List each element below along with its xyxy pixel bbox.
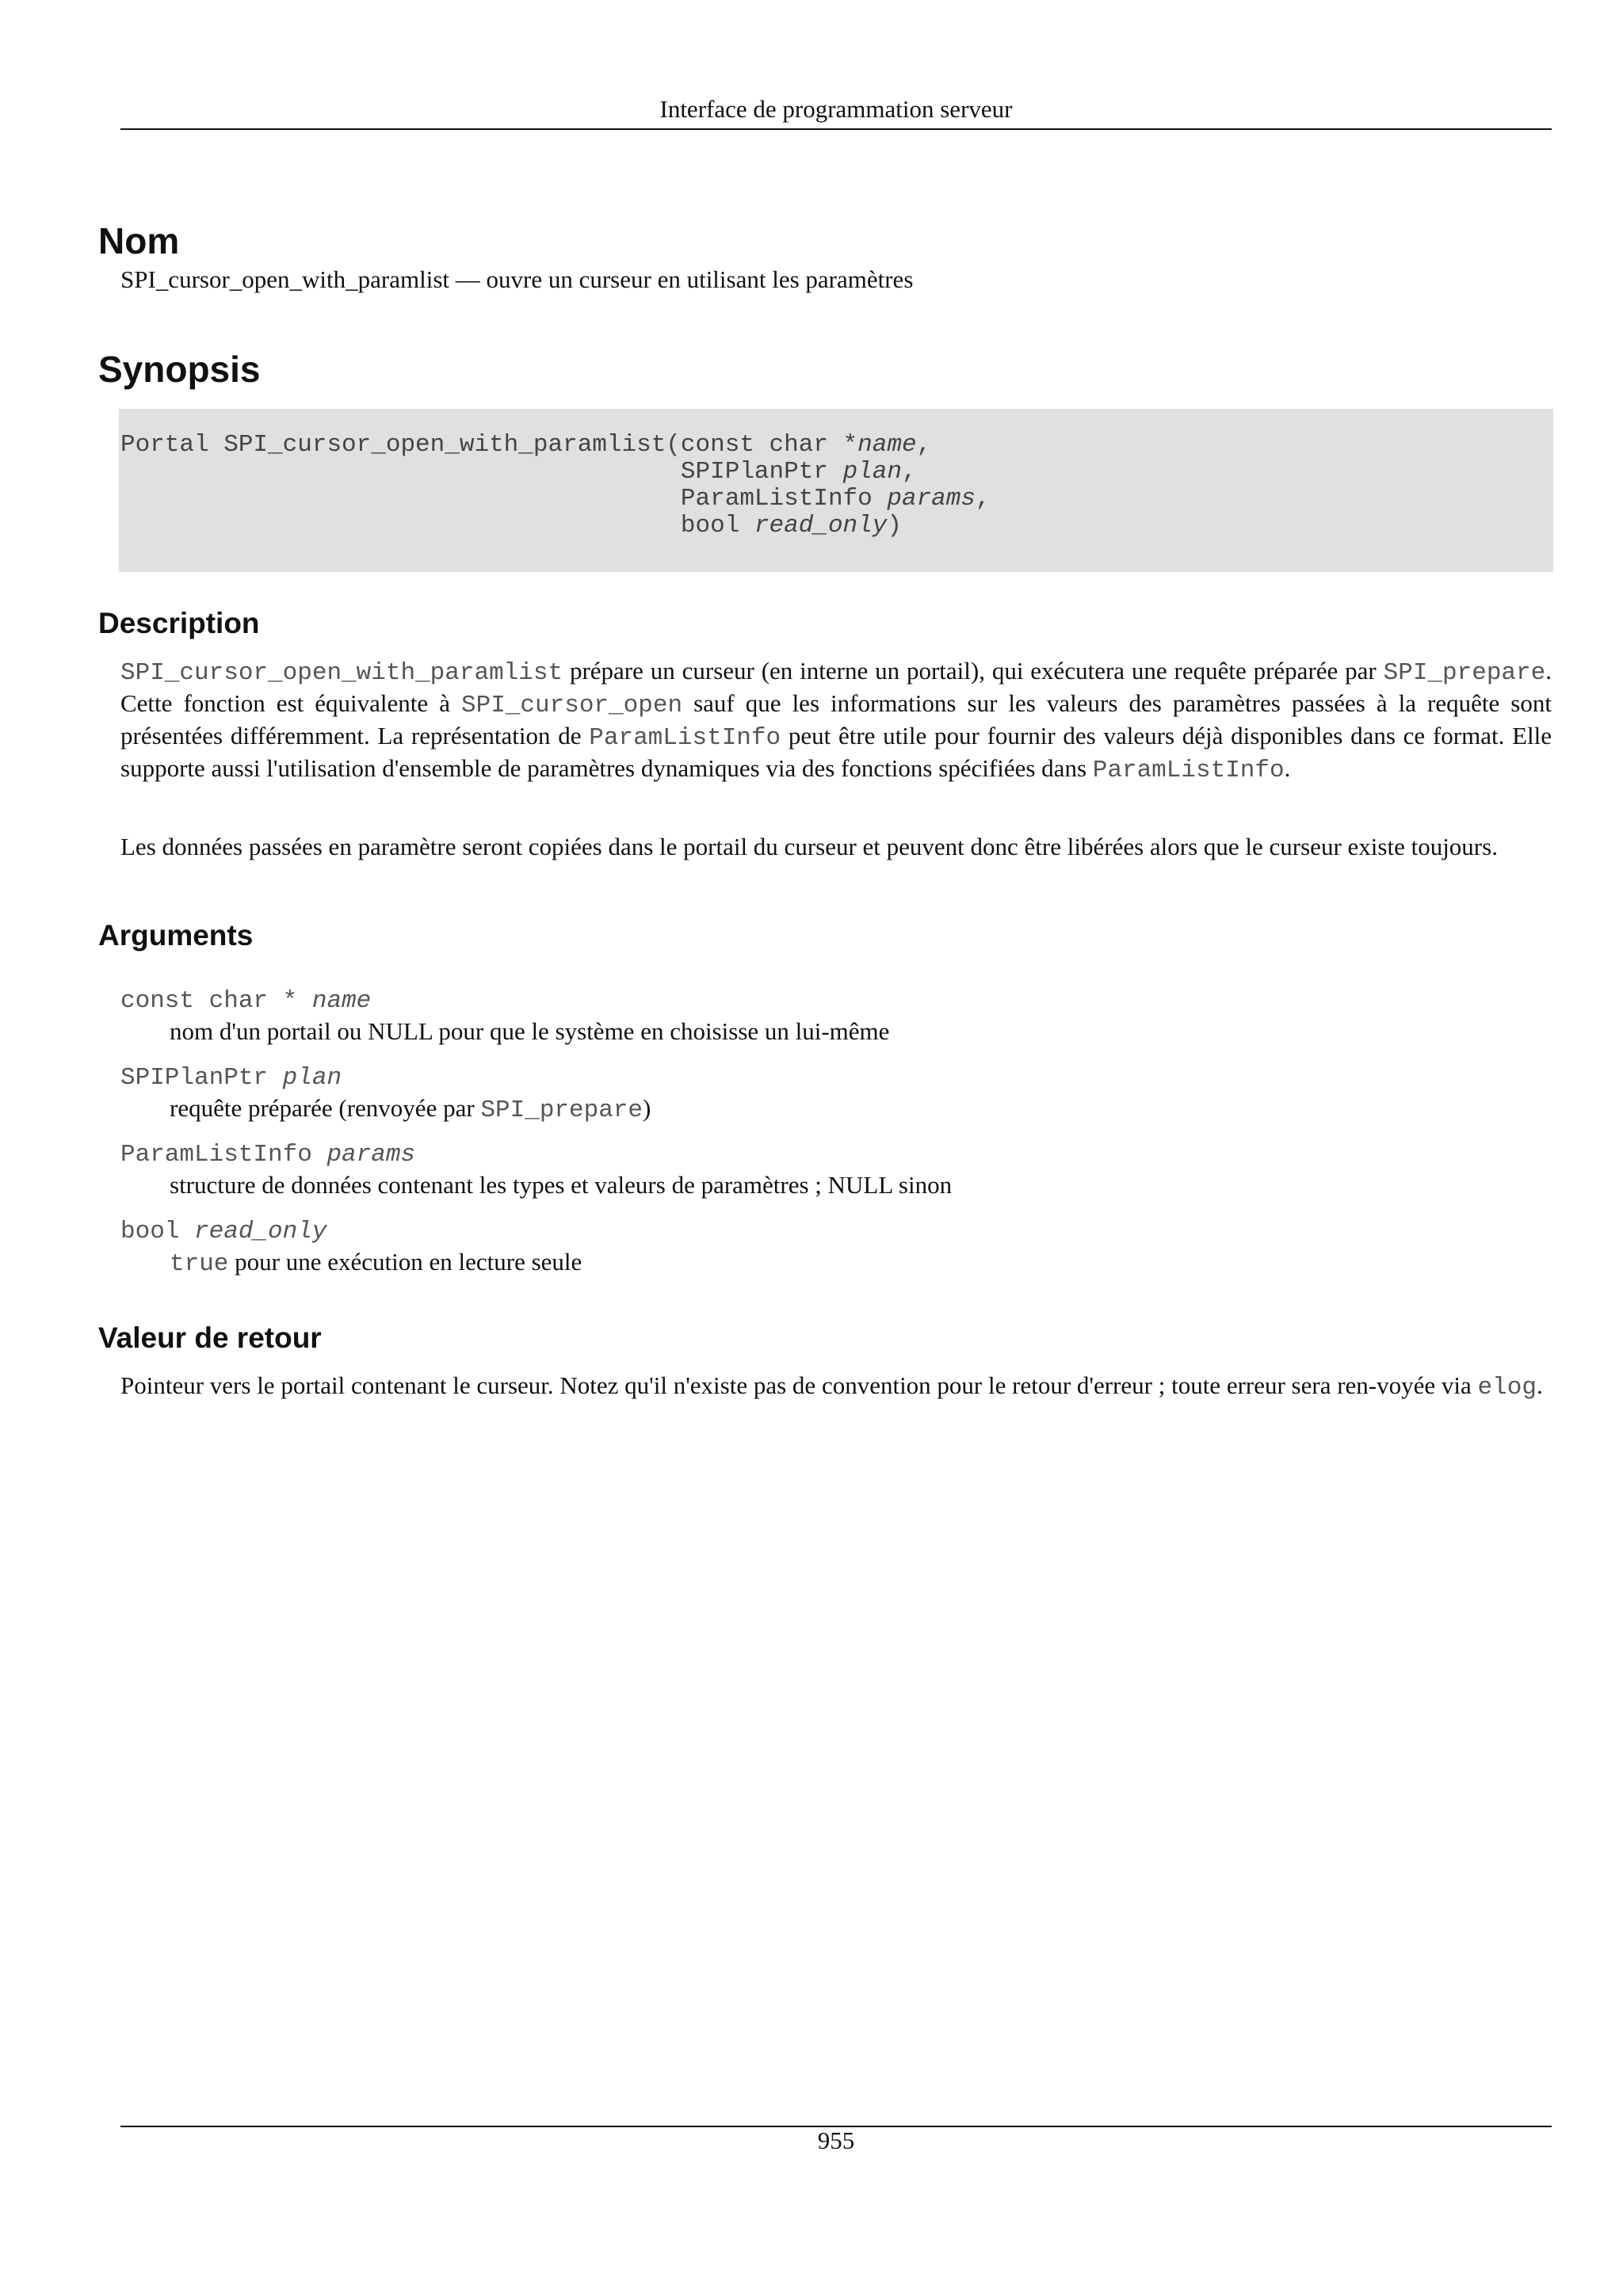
inline-code-true: true (170, 1250, 229, 1278)
argument-type: ParamListInfo (120, 1141, 327, 1169)
refname-line (120, 265, 1552, 295)
argument-type: const char * (120, 987, 312, 1015)
header-rule (120, 128, 1552, 130)
inline-code-spi-prepare: SPI_prepare (480, 1097, 643, 1124)
argument-type: bool (120, 1218, 195, 1245)
synopsis-code (120, 432, 991, 540)
argument-name: name (311, 987, 372, 1015)
synopsis-arg-plan: plan (842, 458, 902, 486)
inline-code-spi-prepare: SPI_prepare (1383, 659, 1546, 687)
synopsis-arg-read-only: read_only (754, 512, 888, 540)
inline-code-spi-cursor-open: SPI_cursor_open (461, 692, 683, 719)
description-text-3: sauf que les informations sur les valeurs des paramètres passées à la requête sont présentées différemment. La représentation de (120, 689, 1552, 749)
argument-type: SPIPlanPtr (120, 1064, 283, 1092)
refname-dash: — (449, 265, 487, 293)
synopsis-arg-params: params (887, 485, 976, 513)
synopsis-line-2 (120, 458, 917, 486)
synopsis-line-2-type: SPIPlanPtr (680, 458, 843, 486)
argument-desc-text: pour une exécution en lecture seule (228, 1248, 582, 1276)
synopsis-line-4-type: bool (680, 512, 754, 540)
argument-name: params (327, 1141, 416, 1169)
section-heading-nom: Nom (98, 220, 180, 261)
synopsis-line-3 (120, 485, 991, 513)
argument-desc-text-end: ) (643, 1094, 651, 1122)
description-paragraph-1 (120, 656, 1552, 786)
argument-desc-params: structure de données contenant les types et valeurs de paramètres ; NULL sinon (170, 1171, 953, 1199)
synopsis-line-2-suffix: , (901, 458, 917, 486)
return-value-text: Pointeur vers le portail contenant le curseur. Notez qu'il n'existe pas de convention pour le retour d'erreur ; toute erreur sera ren-voyée via (120, 1371, 1478, 1399)
argument-desc-plan (170, 1093, 651, 1126)
argument-desc-text: requête préparée (renvoyée par (170, 1094, 481, 1122)
synopsis-line-3-type: ParamListInfo (680, 485, 888, 513)
section-heading-synopsis: Synopsis (98, 349, 261, 390)
synopsis-arg-name: name (857, 431, 917, 459)
argument-term-plan (120, 1063, 342, 1093)
section-heading-description: Description (98, 607, 260, 639)
argument-name: plan (282, 1064, 342, 1092)
argument-term-name (120, 986, 371, 1016)
argument-term-params (120, 1140, 415, 1170)
argument-desc-name: nom d'un portail ou NULL pour que le système en choisisse un lui-même (170, 1017, 890, 1045)
description-text-5: . (1284, 754, 1291, 782)
inline-code-function: SPI_cursor_open_with_paramlist (120, 659, 563, 687)
running-header: Interface de programmation serveur (659, 95, 1013, 123)
description-text-2: . Cette fonction est équivalente à (120, 657, 1552, 717)
refname-purpose: ouvre un curseur en utilisant les paramètres (486, 265, 914, 293)
description-text-1: prépare un curseur (en interne un portail), qui exécutera une requête préparée par (563, 657, 1384, 685)
inline-code-paramlistinfo: ParamListInfo (589, 724, 781, 752)
section-heading-return-value: Valeur de retour (98, 1322, 322, 1354)
section-heading-arguments: Arguments (98, 919, 254, 952)
return-value-paragraph (120, 1371, 1552, 1403)
synopsis-line-3-suffix: , (976, 485, 991, 513)
synopsis-line-1-suffix: , (916, 431, 932, 459)
inline-code-elog: elog (1477, 1374, 1537, 1402)
argument-term-read-only (120, 1217, 327, 1247)
synopsis-line-4 (120, 512, 902, 540)
refname: SPI_cursor_open_with_paramlist (120, 265, 450, 293)
inline-code-paramlistinfo-2: ParamListInfo (1092, 757, 1285, 784)
return-value-end: . (1536, 1371, 1543, 1399)
argument-desc-read-only (170, 1247, 582, 1280)
synopsis-line-4-suffix: ) (887, 512, 902, 540)
synopsis-line-1 (120, 431, 931, 459)
page-number: 955 (817, 2126, 855, 2154)
synopsis-line-1-prefix: Portal SPI_cursor_open_with_paramlist(const char * (120, 431, 858, 459)
argument-name: read_only (194, 1218, 327, 1245)
description-text-4: peut être utile pour fournir des valeurs déjà disponibles dans ce format. Elle supporte aussi l'utilisation d'ensemble de paramètres dynamiques via des fonctions spécifiées dans (120, 722, 1552, 782)
description-paragraph-2: Les données passées en paramètre seront copiées dans le portail du curseur et peuvent donc être libérées alors que le curseur existe toujours. (120, 833, 1498, 860)
